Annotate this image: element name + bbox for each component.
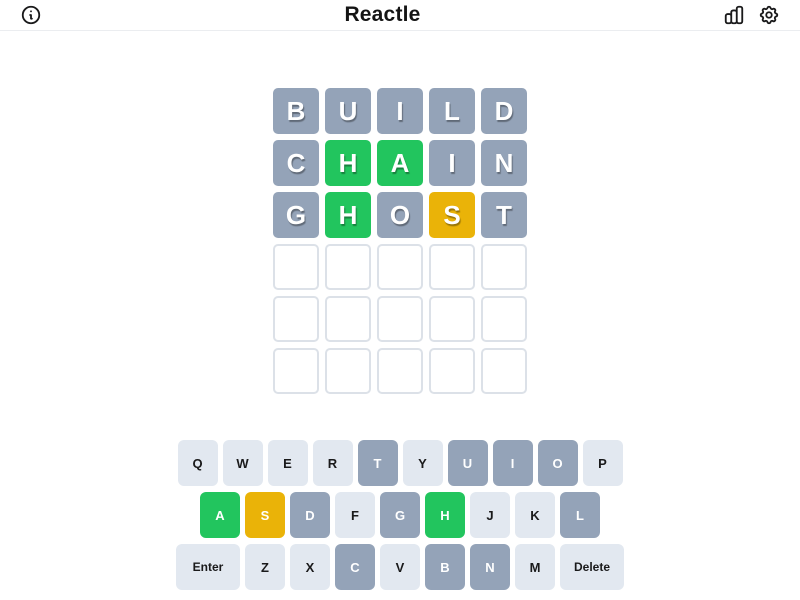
board-row — [273, 88, 527, 134]
tile-empty — [273, 244, 319, 290]
key-e[interactable]: E — [268, 440, 308, 486]
tile-l: L — [429, 88, 475, 134]
tile-empty — [325, 296, 371, 342]
tile-empty — [481, 244, 527, 290]
tile-empty — [481, 348, 527, 394]
tile-empty — [377, 348, 423, 394]
tile-g: G — [273, 192, 319, 238]
key-i[interactable]: I — [493, 440, 533, 486]
tile-h: H — [325, 140, 371, 186]
key-n[interactable]: N — [470, 544, 510, 590]
tile-c: C — [273, 140, 319, 186]
tile-empty — [377, 296, 423, 342]
tile-i: I — [429, 140, 475, 186]
board-wrap — [0, 88, 800, 394]
tile-empty — [273, 348, 319, 394]
board-row — [273, 244, 527, 290]
key-g[interactable]: G — [380, 492, 420, 538]
tile-a: A — [377, 140, 423, 186]
page-title: Reactle — [344, 3, 421, 26]
key-enter[interactable]: Enter — [176, 544, 240, 590]
key-t[interactable]: T — [358, 440, 398, 486]
keyboard — [0, 440, 800, 590]
info-button[interactable] — [20, 4, 42, 26]
tile-empty — [325, 244, 371, 290]
key-delete[interactable]: Delete — [560, 544, 624, 590]
key-x[interactable]: X — [290, 544, 330, 590]
tile-b: B — [273, 88, 319, 134]
key-p[interactable]: P — [583, 440, 623, 486]
tile-d: D — [481, 88, 527, 134]
tile-empty — [325, 348, 371, 394]
board-row — [273, 296, 527, 342]
key-h[interactable]: H — [425, 492, 465, 538]
tile-u: U — [325, 88, 371, 134]
key-o[interactable]: O — [538, 440, 578, 486]
tile-s: S — [429, 192, 475, 238]
tile-empty — [429, 348, 475, 394]
key-c[interactable]: C — [335, 544, 375, 590]
tile-empty — [429, 296, 475, 342]
key-k[interactable]: K — [515, 492, 555, 538]
header-actions — [723, 4, 780, 26]
key-b[interactable]: B — [425, 544, 465, 590]
key-w[interactable]: W — [223, 440, 263, 486]
key-r[interactable]: R — [313, 440, 353, 486]
keyboard-row — [176, 544, 624, 590]
board-row — [273, 192, 527, 238]
tile-empty — [429, 244, 475, 290]
game-area — [0, 88, 800, 590]
header — [0, 0, 800, 31]
settings-button[interactable] — [758, 4, 780, 26]
key-y[interactable]: Y — [403, 440, 443, 486]
tile-o: O — [377, 192, 423, 238]
key-u[interactable]: U — [448, 440, 488, 486]
key-z[interactable]: Z — [245, 544, 285, 590]
board-row — [273, 348, 527, 394]
stats-button[interactable] — [723, 4, 745, 26]
key-q[interactable]: Q — [178, 440, 218, 486]
key-m[interactable]: M — [515, 544, 555, 590]
keyboard-row — [200, 492, 600, 538]
tile-n: N — [481, 140, 527, 186]
tile-t: T — [481, 192, 527, 238]
chart-bar-icon — [723, 4, 745, 26]
key-v[interactable]: V — [380, 544, 420, 590]
key-a[interactable]: A — [200, 492, 240, 538]
key-d[interactable]: D — [290, 492, 330, 538]
gear-icon — [758, 4, 780, 26]
keyboard-row — [178, 440, 623, 486]
tile-h: H — [325, 192, 371, 238]
tile-empty — [377, 244, 423, 290]
key-s[interactable]: S — [245, 492, 285, 538]
tile-i: I — [377, 88, 423, 134]
board-row — [273, 140, 527, 186]
key-j[interactable]: J — [470, 492, 510, 538]
key-f[interactable]: F — [335, 492, 375, 538]
game-board — [273, 88, 527, 394]
key-l[interactable]: L — [560, 492, 600, 538]
tile-empty — [481, 296, 527, 342]
tile-empty — [273, 296, 319, 342]
info-icon — [20, 4, 42, 26]
